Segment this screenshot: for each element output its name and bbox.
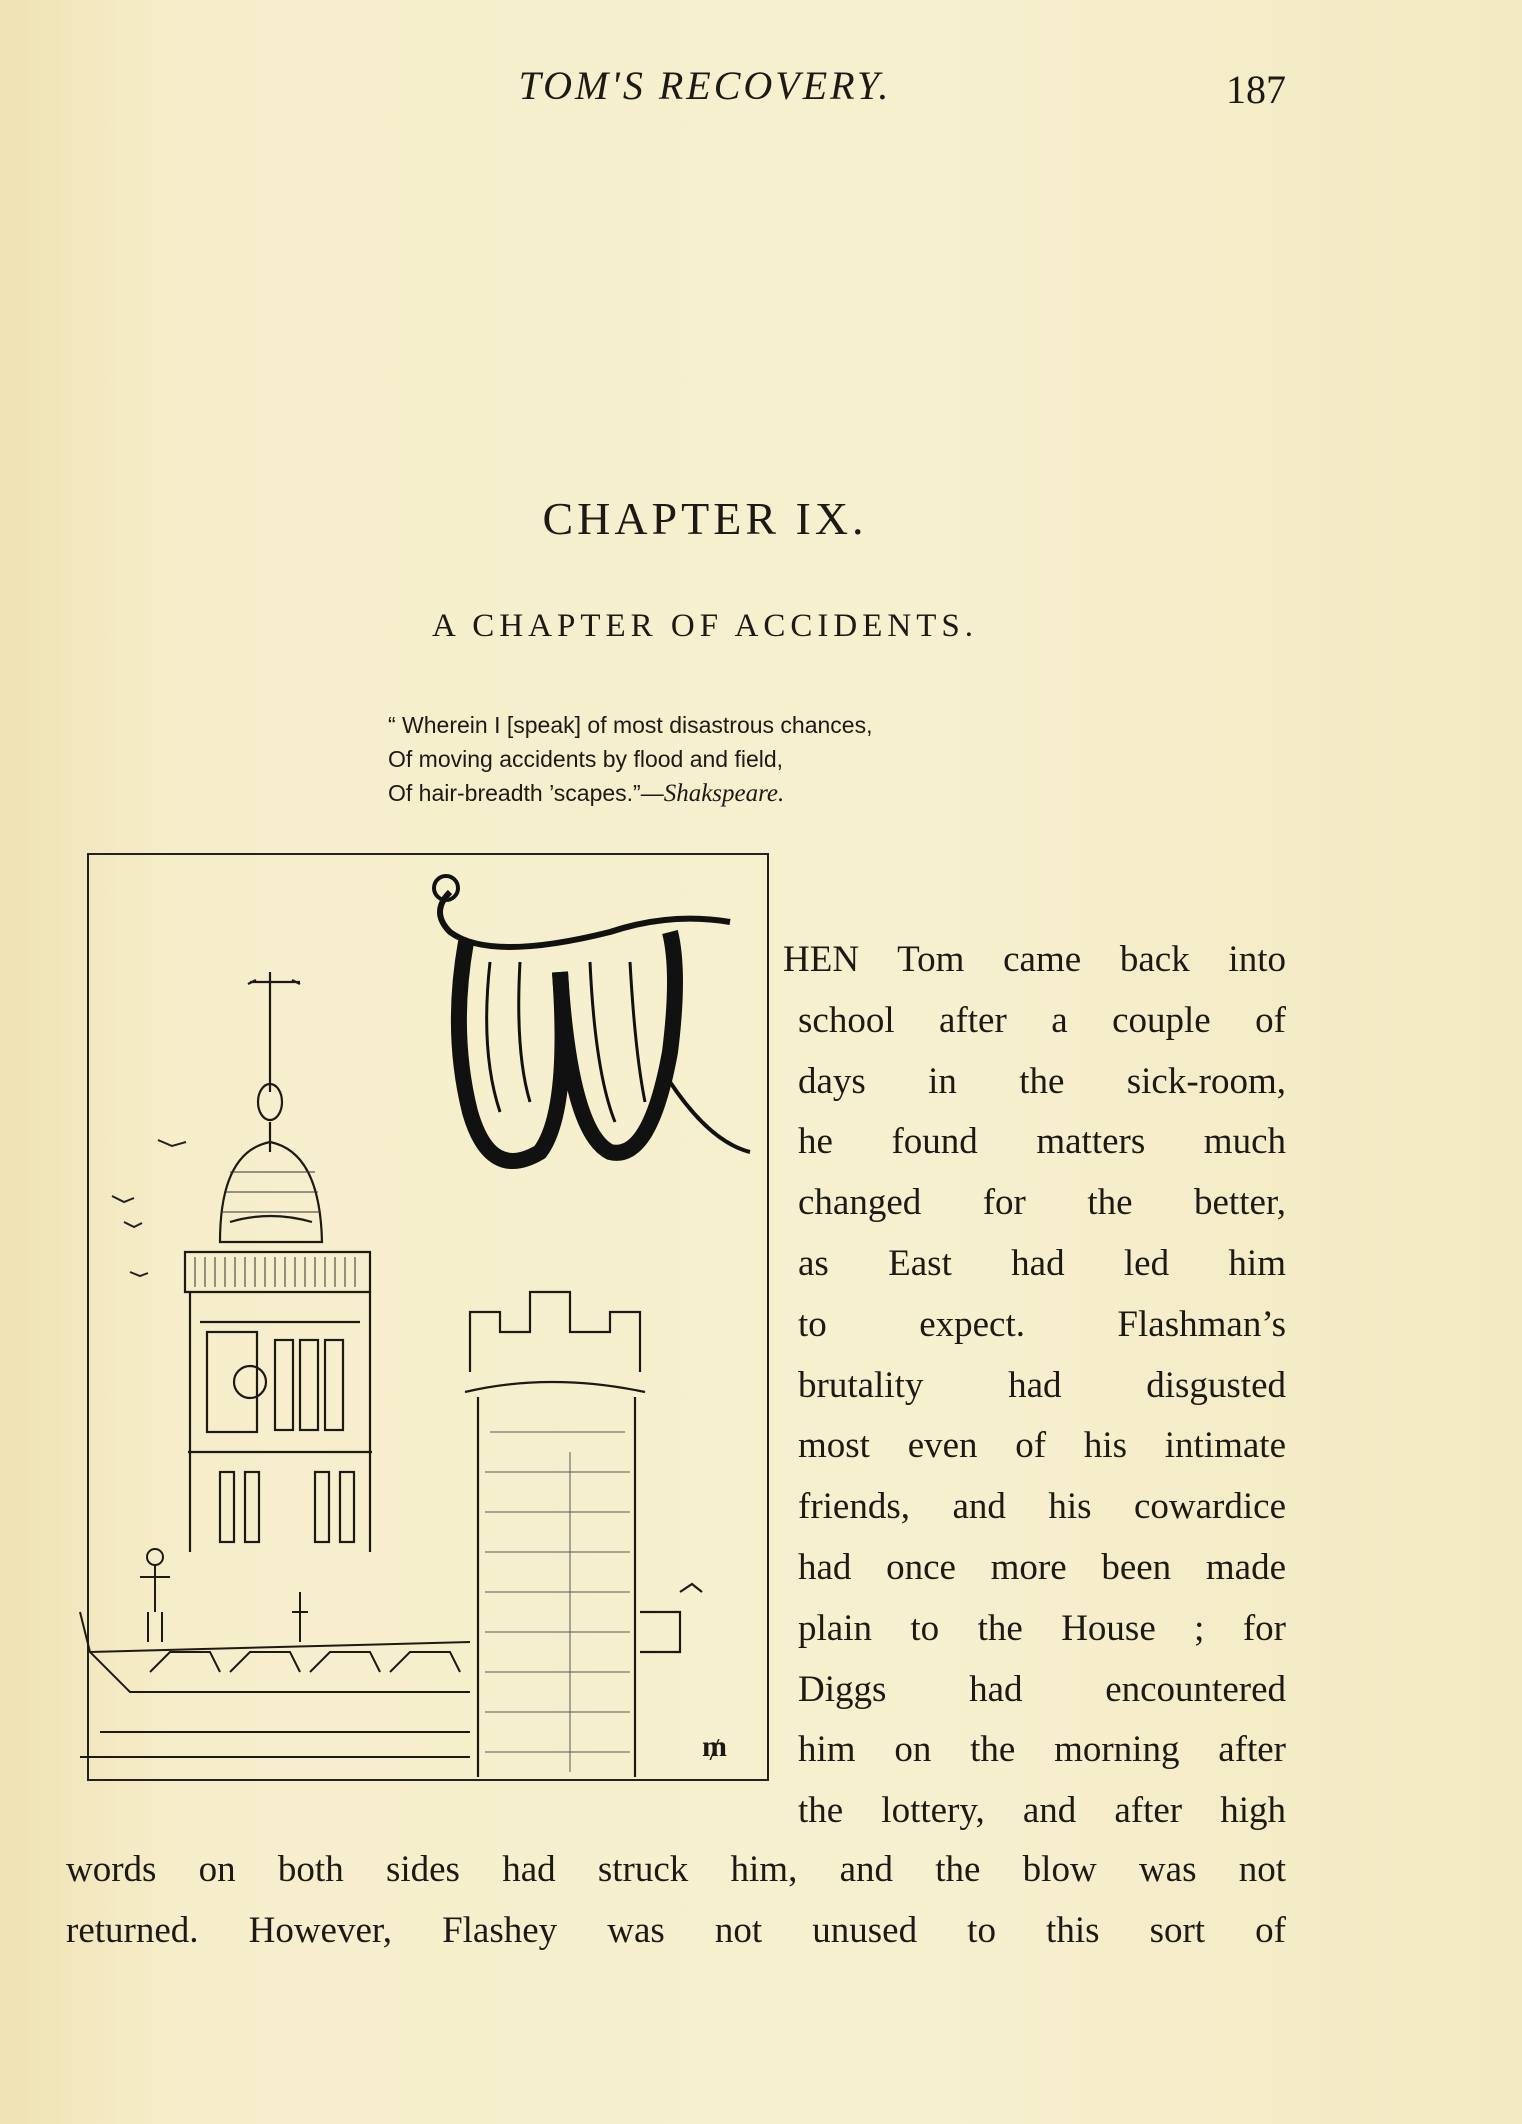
text-line: days in the sick-room, (798, 1060, 1286, 1102)
text-line: brutality had disgusted (798, 1364, 1286, 1406)
illustration-drawing (70, 852, 770, 1784)
epigraph-line: Of moving accidents by flood and field, (388, 746, 784, 772)
text-line: as East had led him (798, 1242, 1286, 1284)
text-line: school after a couple of (798, 999, 1286, 1041)
birds-illustration (112, 1140, 186, 1276)
page-number: 187 (1226, 67, 1286, 112)
chapter-title: CHAPTER IX. (542, 493, 868, 544)
text-line: friends, and his cowardice (798, 1486, 1286, 1528)
epigraph-line (388, 776, 1028, 811)
drop-cap-illustration (70, 852, 770, 1784)
turret-illustration (465, 1292, 702, 1777)
text-line: changed for the better, (798, 1182, 1286, 1224)
drop-cap-w (434, 876, 750, 1161)
text-line: HEN Tom came back into (783, 939, 1286, 980)
text-line: words on both sides had struck him, and the blow was not (66, 1849, 1286, 1890)
text-line: had once more been made (798, 1546, 1286, 1588)
epigraph-line-text: Of hair-breadth ’scapes.”— (388, 780, 664, 806)
running-head (0, 58, 1522, 118)
illustrator-signature: ₥ (702, 1730, 727, 1763)
text-line: he found matters much (798, 1121, 1286, 1163)
epigraph-line: “ Wherein I [speak] of most disastrous chances, (388, 712, 873, 738)
rooftops-illustration (80, 1549, 470, 1757)
text-line: to expect. Flashman’s (798, 1303, 1286, 1345)
running-title: TOM'S RECOVERY. (518, 63, 892, 108)
text-line: the lottery, and after high (798, 1790, 1286, 1832)
text-line: plain to the House ; for (798, 1607, 1286, 1649)
turret-hatching (485, 1432, 630, 1772)
text-line: returned. However, Flashey was not unused to this sort of (66, 1909, 1286, 1951)
chapter-subtitle: A CHAPTER OF ACCIDENTS. (432, 608, 978, 644)
tower-hatching (195, 1172, 355, 1287)
body-text-wide (66, 1840, 1286, 1962)
body-text-narrow (783, 930, 1286, 1842)
text-line: most even of his intimate (798, 1425, 1286, 1467)
text-line: Diggs had encountered (798, 1668, 1286, 1710)
epigraph (388, 708, 1028, 811)
epigraph-author: Shakspeare. (663, 780, 785, 807)
dome-tower-illustration (185, 972, 372, 1552)
text-line: him on the morning after (798, 1729, 1286, 1771)
